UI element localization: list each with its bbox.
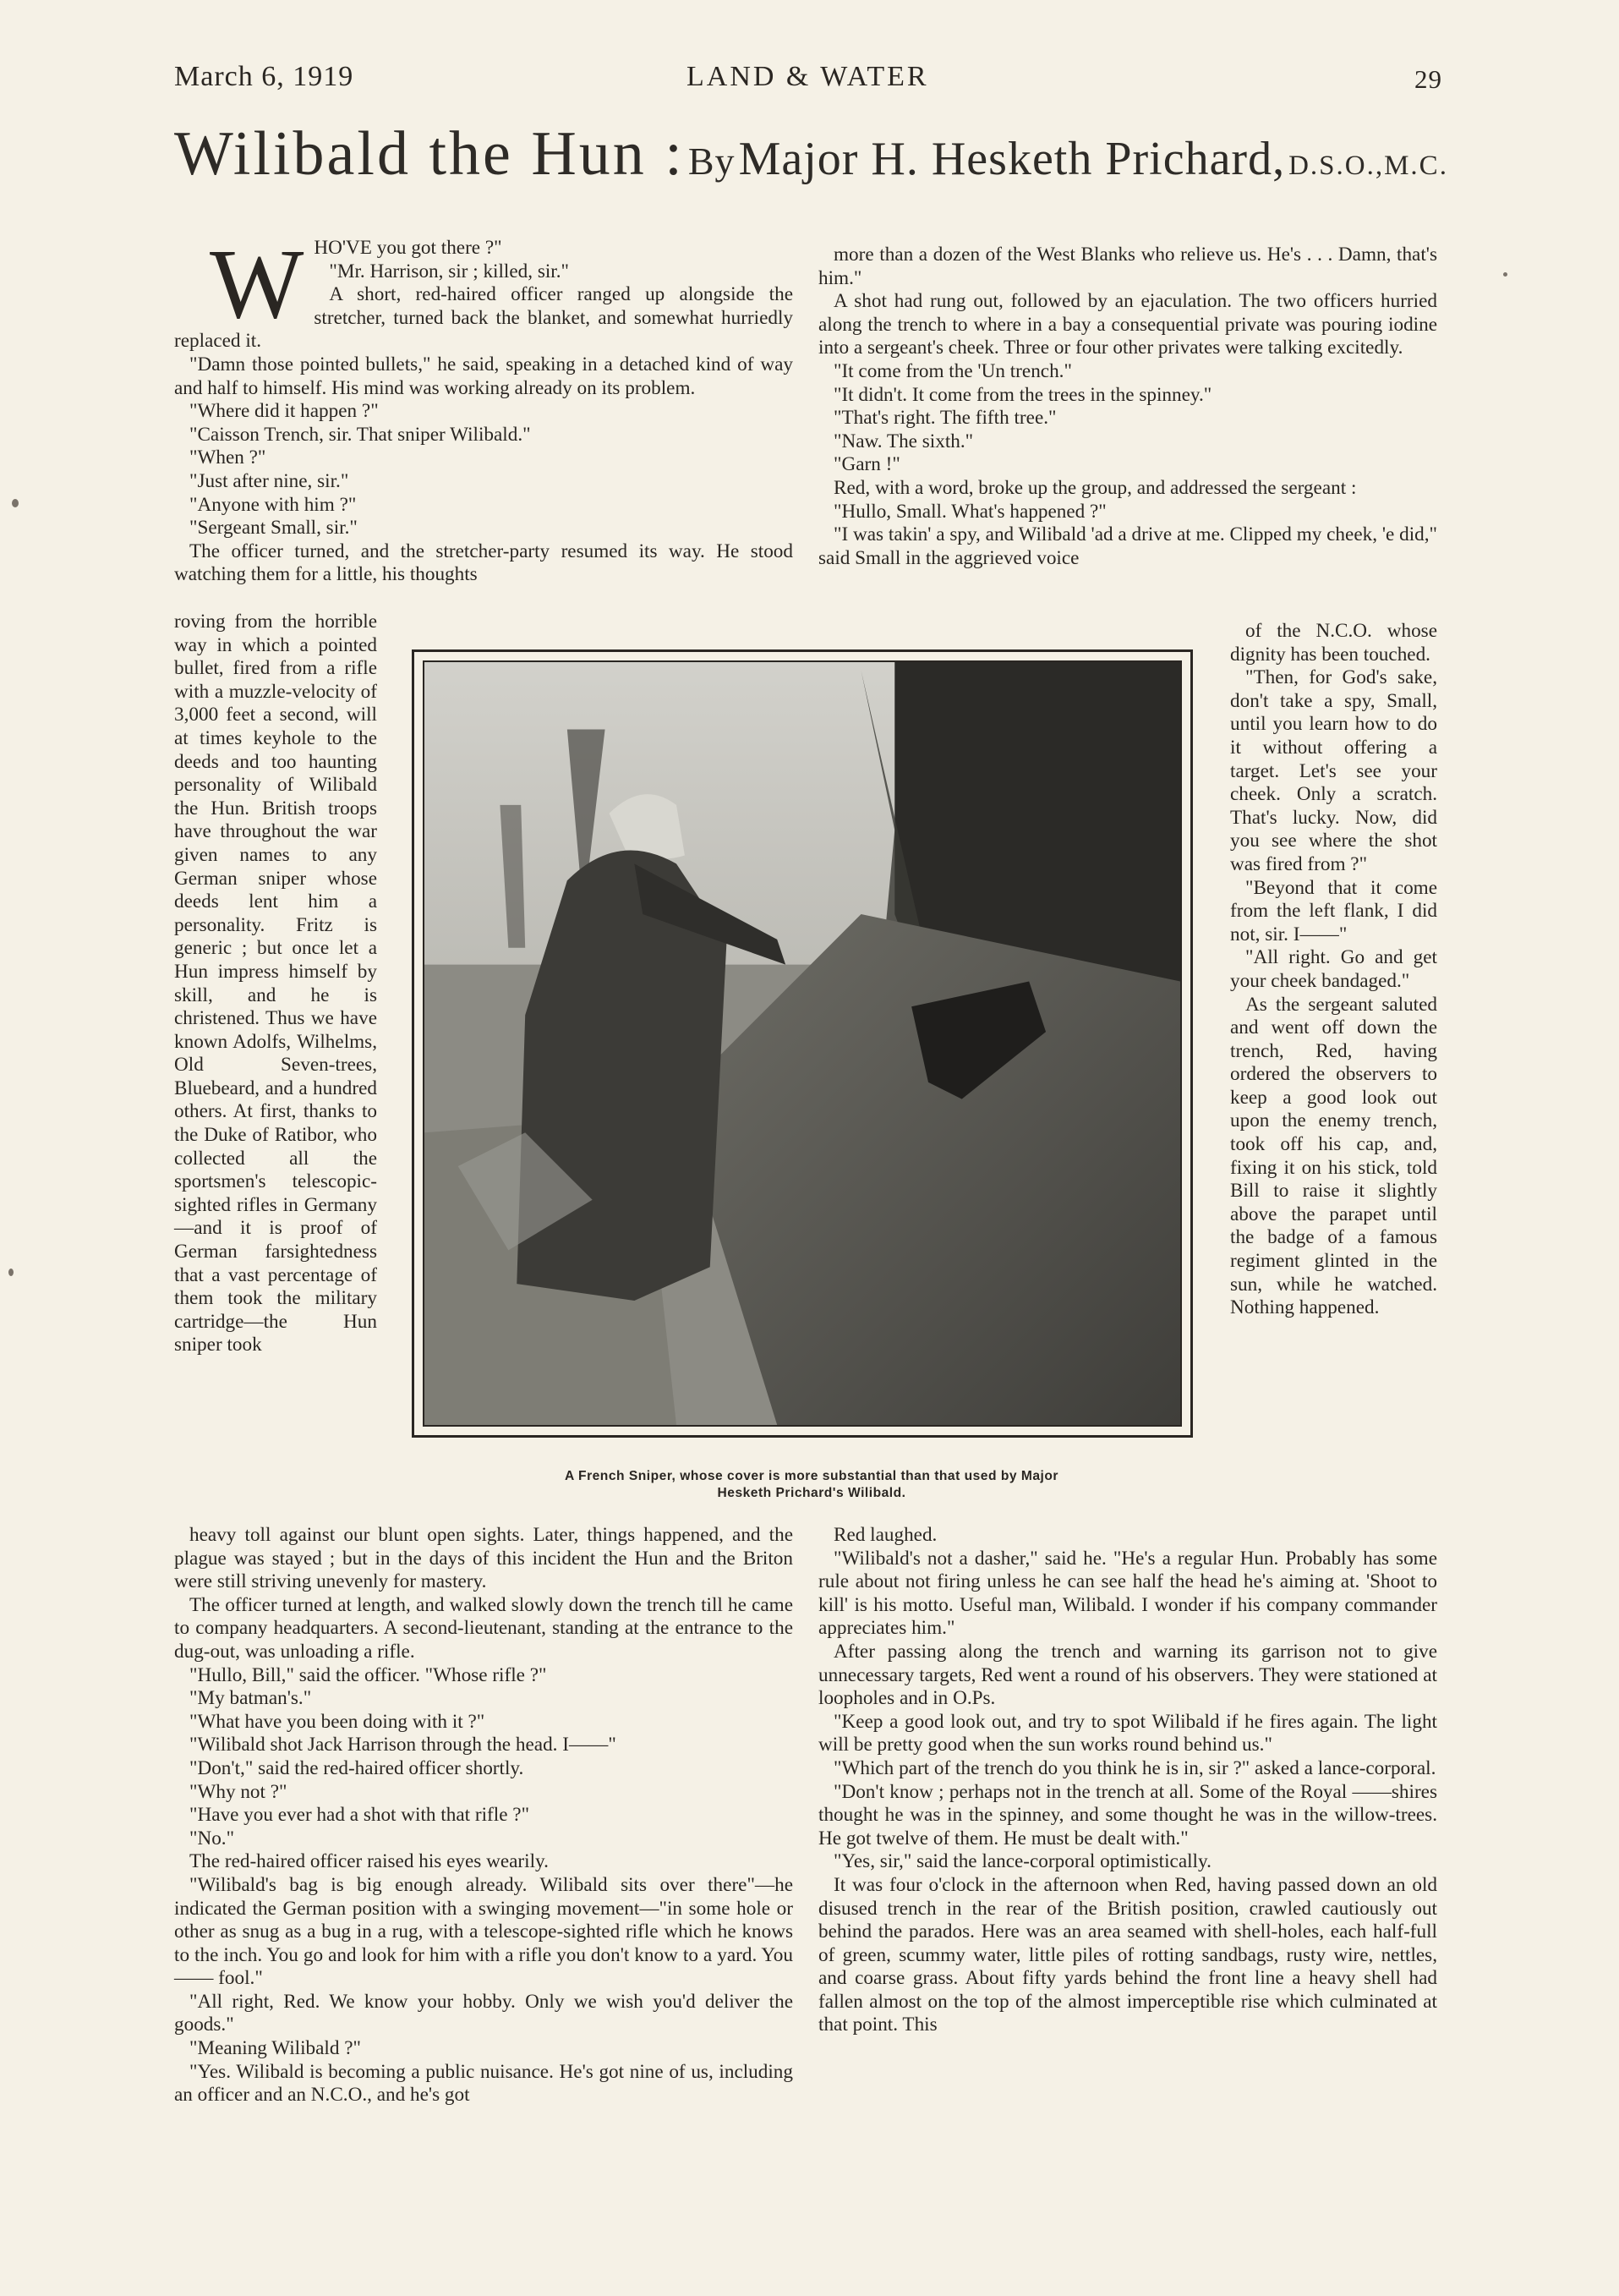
paragraph: "Have you ever had a shot with that rifle ?" bbox=[189, 1804, 530, 1827]
running-header bbox=[174, 61, 1442, 103]
paragraph: Red laughed. bbox=[834, 1524, 938, 1546]
paragraph: "Yes, sir," said the lance-corporal optimistically. bbox=[834, 1850, 1212, 1873]
paragraph: "My batman's." bbox=[189, 1687, 312, 1710]
paragraph: of the N.C.O. whose dignity has been touched. bbox=[1230, 620, 1437, 666]
photo-caption: A French Sniper, whose cover is more substantial than that used by Major Hesketh Prichard's Wilibald. bbox=[565, 1469, 1058, 1500]
paragraph: "Mr. Harrison, sir ; killed, sir." bbox=[329, 260, 570, 282]
paragraph: "Then, for God's sake, don't take a spy, Small, until you learn how to do it without offering a target. Let's see your cheek. Only a scratch. That's lucky. Now, did you see where the shot was fired from ?" bbox=[1230, 666, 1437, 875]
title-author: Major H. Hesketh Prichard, bbox=[738, 133, 1286, 185]
paragraph: After passing along the trench and warning its garrison not to give unnecessary targets, Red went a round of his observers. They were stationed at loopholes and in O.Ps. bbox=[818, 1640, 1437, 1710]
paragraph: "Why not ?" bbox=[189, 1780, 287, 1803]
paragraph: "No." bbox=[189, 1827, 235, 1849]
column-1-bottom bbox=[174, 1524, 793, 2107]
paragraph: It was four o'clock in the afternoon when Red, having passed down an old disused trench in the rear of the British position, crawled cautiously out behind the parados. Here was an area seamed with shell-holes, each half-full of green, scummy water, little piles of rotting sandbags, rusty wire, nettles, and coarse grass. About fifty yards behind the front line a heavy shell had fallen almost on the top of the almost imperceptible rise which culminated at that point. This bbox=[818, 1873, 1437, 2036]
page-number: 29 bbox=[1414, 64, 1442, 94]
drop-cap: W bbox=[210, 228, 304, 339]
paragraph: "Anyone with him ?" bbox=[189, 493, 357, 516]
paragraph: more than a dozen of the West Blanks who relieve us. He's . . . Damn, that's him." bbox=[818, 244, 1437, 289]
paragraph: As the sergeant saluted and went off down the trench, Red, having ordered the observers to keep a good look out upon the enemy trench, took off his cap, and, fixing it on his stick, told Bill to raise it slightly above the parapet until the badge of a famous regiment glinted in the sun, while he watched. Nothing happened. bbox=[1230, 993, 1437, 1319]
paragraph: "Hullo, Small. What's happened ?" bbox=[834, 500, 1107, 523]
paragraph: "Don't," said the red-haired officer shortly. bbox=[189, 1756, 524, 1779]
paragraph: heavy toll against our blunt open sights. Later, things happened, and the plague was stayed ; but in the days of this incident the Hun and the Briton were still striving unevenly for mastery. bbox=[174, 1524, 793, 1593]
paper-mark bbox=[1503, 272, 1507, 277]
column-1-top bbox=[174, 228, 793, 587]
paragraph: "It didn't. It come from the trees in the spinney." bbox=[834, 383, 1212, 406]
paragraph: "Damn those pointed bullets," he said, speaking in a detached kind of way and half to himself. His mind was working already on its problem. bbox=[174, 353, 793, 399]
paragraph: A short, red-haired officer ranged up alongside the stretcher, turned back the blanket, and somewhat hurriedly replaced it. bbox=[174, 283, 793, 353]
paragraph: The officer turned at length, and walked slowly down the trench till he came to company headquarters. A second-lieutenant, standing at the entrance to the dug-out, was unloading a rifle. bbox=[174, 1593, 793, 1663]
col1c-paragraphs bbox=[174, 1524, 793, 2107]
column-2-bottom bbox=[818, 1524, 1437, 2037]
paragraph: "Wilibald's bag is big enough already. Wilibald sits over there"—he indicated the German position with a swinging movement—"in some hole or other as snug as a bug in a rug, with a telescope-sighted rifle which he knows to the inch. You go and look for him with a rifle you don't know to a yard. You —— fool." bbox=[174, 1873, 793, 1990]
paragraph: "What have you been doing with it ?" bbox=[189, 1710, 485, 1733]
paragraph: A shot had rung out, followed by an ejaculation. The two officers hurried along the trench to where in a bay a consequential private was pouring iodine into a sergeant's cheek. Three or four other privates were talking excitedly. bbox=[818, 290, 1437, 359]
paragraph: "Sergeant Small, sir." bbox=[189, 517, 358, 540]
magazine-title: LAND & WATER bbox=[686, 61, 929, 92]
paragraph: "Meaning Wilibald ?" bbox=[189, 2037, 362, 2060]
paragraph: Red, with a word, broke up the group, and addressed the sergeant : bbox=[834, 476, 1357, 499]
issue-date: March 6, 1919 bbox=[174, 61, 354, 92]
col2c-paragraphs bbox=[818, 1524, 1437, 2037]
paragraph: "That's right. The fifth tree." bbox=[834, 407, 1057, 430]
paragraph: "Wilibald shot Jack Harrison through the head. I——" bbox=[189, 1734, 616, 1756]
title-main: Wilibald the Hun : bbox=[174, 119, 685, 189]
photo-frame bbox=[412, 649, 1193, 1438]
column-2-narrow bbox=[1230, 620, 1437, 1320]
paragraph: "Caisson Trench, sir. That sniper Wilibald." bbox=[189, 423, 531, 446]
paragraph: "Don't know ; perhaps not in the trench at all. Some of the Royal ——shires thought he was in the spinney, and some thought he was in the willow-trees. He got twelve of them. He must be dealt with." bbox=[818, 1780, 1437, 1849]
sniper-photograph bbox=[423, 660, 1182, 1427]
title-honours: D.S.O.,M.C. bbox=[1288, 151, 1448, 181]
paragraph: "I was takin' a spy, and Wilibald 'ad a drive at me. Clipped my cheek, 'e did," said Small in the aggrieved voice bbox=[818, 523, 1437, 569]
col2a-paragraphs bbox=[818, 244, 1437, 570]
paragraph: "Wilibald's not a dasher," said he. "He's a regular Hun. Probably has some rule about not firing unless he can see half the head he's aiming at. 'Shoot to kill' is his motto. Useful man, Wilibald. I wonder if his company commander appreciates him." bbox=[818, 1547, 1437, 1640]
paragraph: "When ?" bbox=[189, 447, 266, 469]
paragraph: "Naw. The sixth." bbox=[834, 430, 974, 452]
paper-mark bbox=[12, 499, 19, 507]
column-2-top bbox=[818, 244, 1437, 570]
title-by: By bbox=[687, 140, 736, 183]
paragraph: "It come from the 'Un trench." bbox=[834, 359, 1072, 382]
paper-mark bbox=[8, 1269, 14, 1276]
paragraph: "All right, Red. We know your hobby. Only we wish you'd deliver the goods." bbox=[174, 1990, 793, 2036]
paragraph: "All right. Go and get your cheek bandaged." bbox=[1230, 946, 1437, 992]
paragraph: roving from the horrible way in which a pointed bullet, fired from a rifle with a muzzle-velocity of 3,000 feet a second, will at times keyhole to the deeds and too haunting personality of Wilibald the Hun. British troops have throughout the war given names to any German sniper whose deeds lent him a personality. Fritz is generic ; but once let a Hun impress himself by skill, and he is christened. Thus we have known Adolfs, Wilhelms, Old Seven-trees, Bluebeard, and a hundred others. At first, thanks to the Duke of Ratibor, who collected all the sportsmen's telescopic-sighted rifles in Germany—and it is proof of German farsightedness that a vast percentage of them took the military cartridge—the Hun sniper took bbox=[174, 611, 377, 1356]
article-title bbox=[174, 118, 1447, 190]
paragraph: "Beyond that it come from the left flank, I did not, sir. I——" bbox=[1230, 876, 1437, 945]
col2b-paragraphs bbox=[1230, 620, 1437, 1320]
column-1-narrow bbox=[174, 611, 377, 1357]
photo-illustration bbox=[424, 662, 1180, 1425]
paragraph: The red-haired officer raised his eyes wearily. bbox=[189, 1850, 549, 1873]
paragraph: "Garn !" bbox=[834, 453, 900, 476]
paragraph: "Hullo, Bill," said the officer. "Whose rifle ?" bbox=[189, 1663, 547, 1686]
paragraph: HO'VE you got there ?" bbox=[314, 237, 502, 259]
paragraph: "Where did it happen ?" bbox=[189, 400, 379, 423]
paragraph: "Keep a good look out, and try to spot Wilibald if he fires again. The light will be pretty good when the sun works round behind us." bbox=[818, 1710, 1437, 1756]
paragraph: The officer turned, and the stretcher-party resumed its way. He stood watching them for a little, his thoughts bbox=[174, 540, 793, 586]
paragraph: "Just after nine, sir." bbox=[189, 469, 349, 492]
paragraph: "Which part of the trench do you think he is in, sir ?" asked a lance-corporal. bbox=[834, 1756, 1436, 1779]
paragraph: "Yes. Wilibald is becoming a public nuisance. He's got nine of us, including an officer and an N.C.O., and he's got bbox=[174, 2060, 793, 2107]
